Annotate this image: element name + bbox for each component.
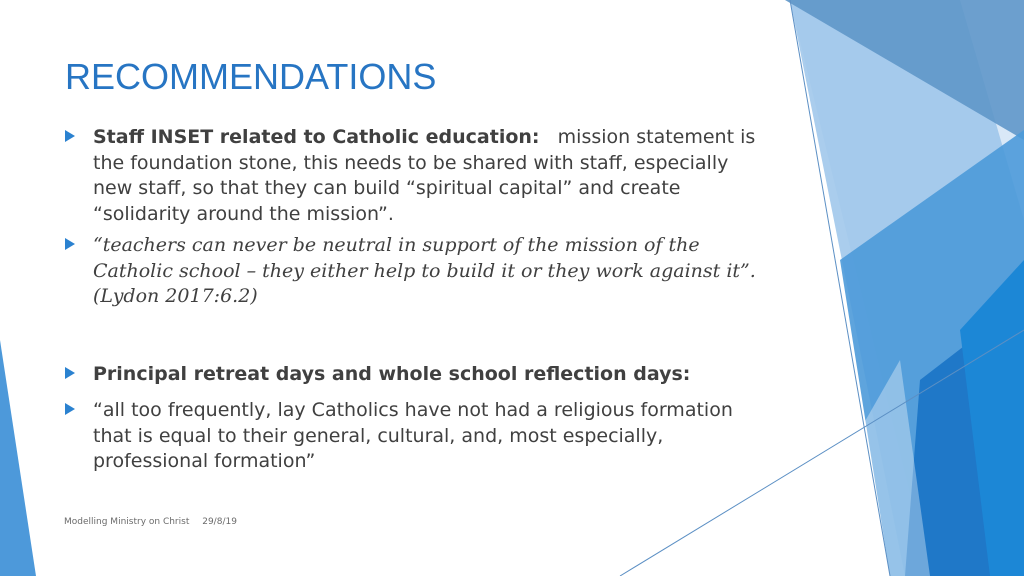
bullet-arrow-icon [65, 403, 75, 415]
bullet-lead: Principal retreat days and whole school reflection days: [93, 363, 691, 385]
footer-label: Modelling Ministry on Christ [64, 517, 190, 527]
bullet-arrow-icon [65, 367, 75, 379]
bullet-arrow-icon [65, 130, 75, 142]
bullet-text [93, 125, 773, 227]
bullet-body: mission statement is the foundation stone, this needs to be shared with staff, especially new staff, so that they can build “spiritual capital” and create “solidarity around the mission”. [93, 126, 756, 225]
bullet-arrow-icon [65, 238, 75, 250]
left-strip [0, 340, 36, 576]
bullet-lead: Staff INSET related to Catholic education: [93, 126, 540, 148]
page-title: RECOMMENDATIONS [65, 56, 437, 97]
footer-date: 29/8/19 [202, 517, 237, 527]
bullet-quote: “teachers can never be neutral in support of the mission of the Catholic school – they either help to build it or they work against it”. (Lydon 2017:6.2) [93, 234, 756, 307]
footer [64, 517, 237, 527]
bullet-body: “all too frequently, lay Catholics have not had a religious formation that is equal to their general, cultural, and, most especially, professional formation” [93, 399, 733, 472]
